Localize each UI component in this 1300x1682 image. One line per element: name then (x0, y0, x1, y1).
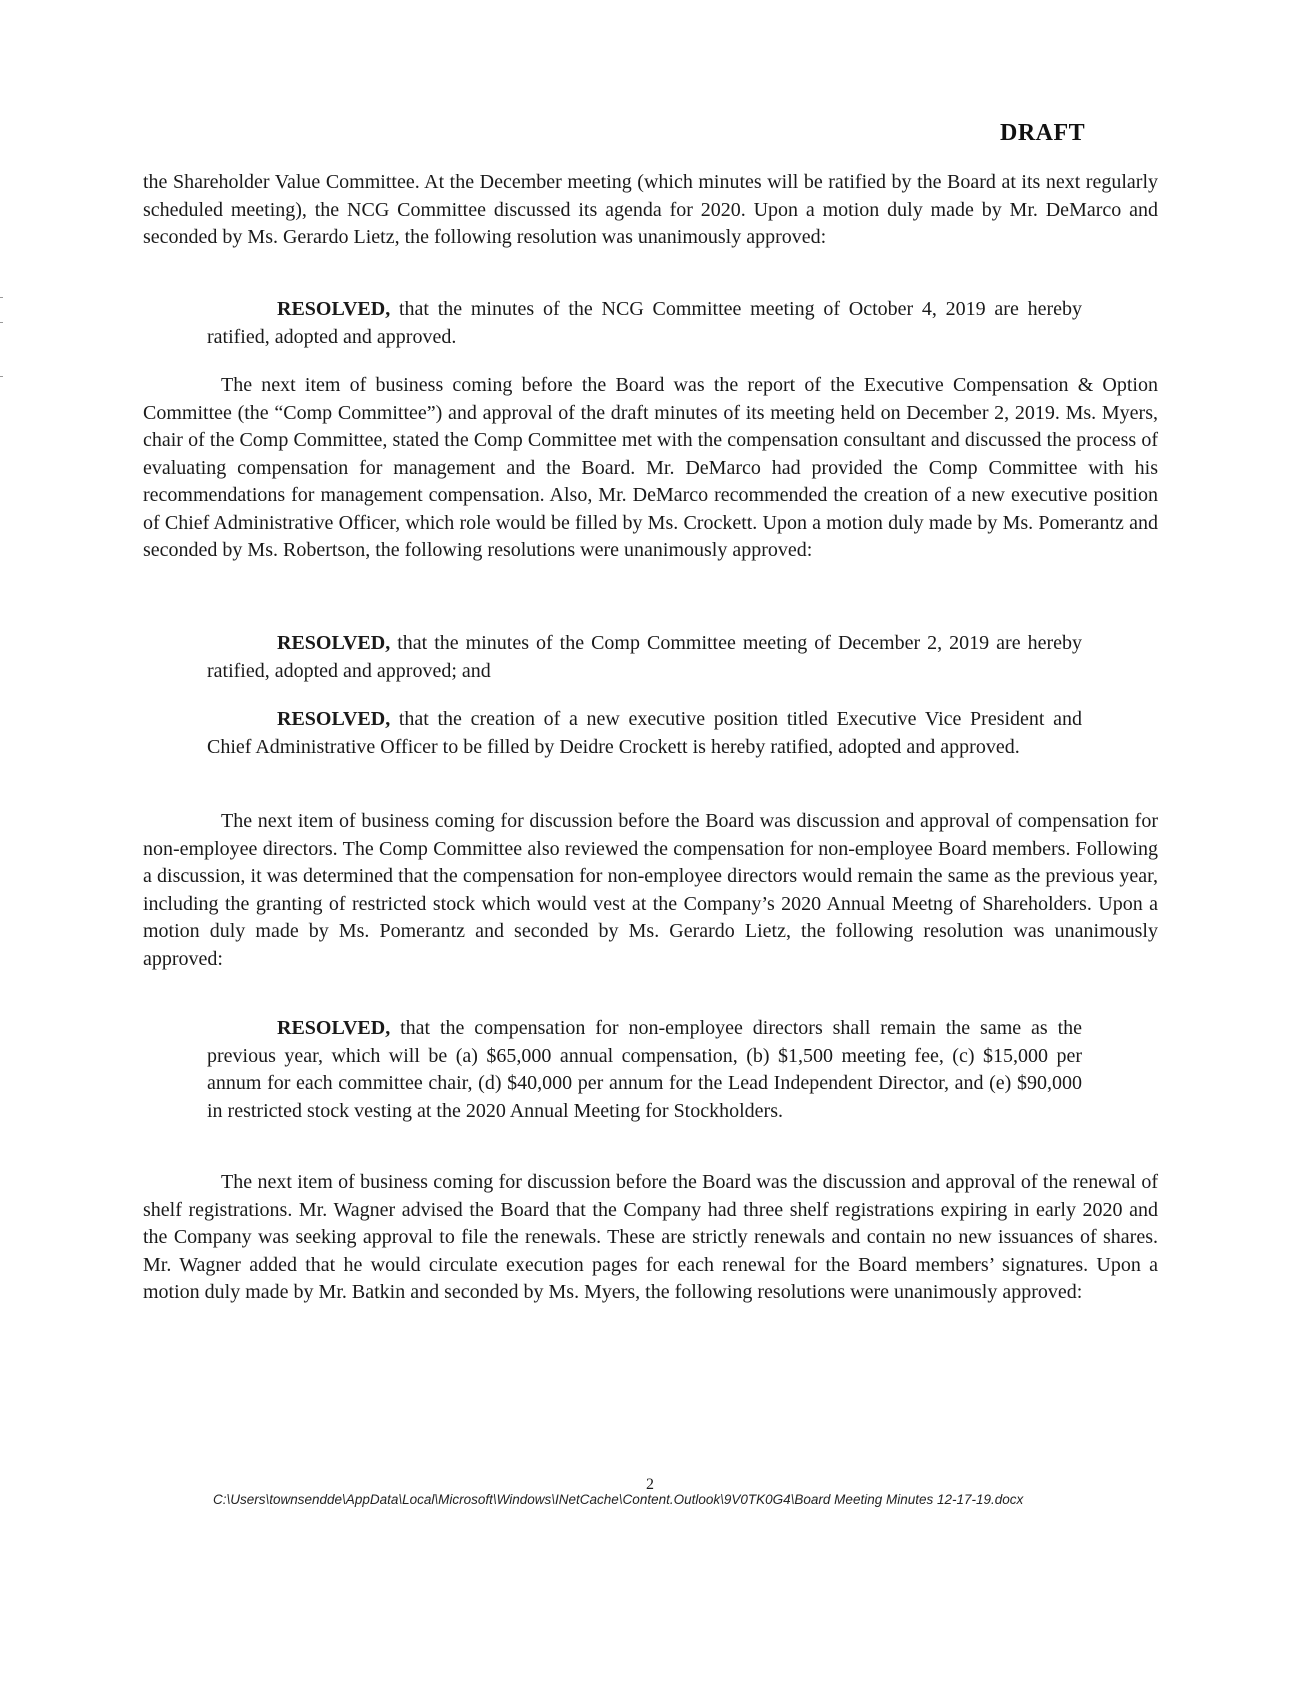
resolved-keyword: RESOLVED, (277, 708, 391, 730)
resolution-text: that the minutes of the Comp Committee meeting of December 2, 2019 are hereby ratified, adopted and approved; and (207, 632, 1082, 682)
resolution-ncg-minutes (207, 296, 1082, 351)
scan-edge-mark (0, 297, 3, 298)
resolved-keyword: RESOLVED, (277, 298, 391, 320)
paragraph-director-compensation (143, 808, 1158, 973)
draft-watermark: DRAFT (1000, 120, 1086, 146)
resolution-text: that the compensation for non-employee directors shall remain the same as the previous year, which will be (a) $65,000 annual compensation, (b) $1,500 meeting fee, (c) $15,000 per annum for each committee chair, (d) $40,000 per annum for the Lead Independent Director, and (e) $90,000 in restricted stock vesting at the 2020 Annual Meeting for Stockholders. (207, 1017, 1082, 1122)
resolution-cao-position (207, 706, 1082, 761)
resolved-keyword: RESOLVED, (277, 632, 391, 654)
paragraph-comp-committee (143, 372, 1158, 565)
paragraph-text: The next item of business coming for discussion before the Board was discussion and approval of compensation for non-employee directors. The Comp Committee also reviewed the compensation for non-employee Board members. Following a discussion, it was determined that the compensation for non-employee directors would remain the same as the previous year, including the granting of restricted stock which would vest at the Company’s 2020 Annual Meetng of Shareholders. Upon a motion duly made by Ms. Pomerantz and seconded by Ms. Gerardo Lietz, the following resolution was unanimously approved: (143, 810, 1158, 970)
paragraph-ncg-committee (143, 169, 1158, 252)
paragraph-shelf-registrations (143, 1169, 1158, 1307)
resolved-keyword: RESOLVED, (277, 1017, 391, 1039)
resolution-comp-minutes (207, 630, 1082, 685)
page-number: 2 (646, 1476, 654, 1493)
paragraph-text: The next item of business coming before the Board was the report of the Executive Compensation & Option Committee (the “Comp Committee”) and approval of the draft minutes of its meeting held on December 2, 2019. Ms. Myers, chair of the Comp Committee, stated the Comp Committee met with the compensation consultant and discussed the process of evaluating compensation for management and the Board. Mr. DeMarco had provided the Comp Committee with his recommendations for management compensation. Also, Mr. DeMarco recommended the creation of a new executive position of Chief Administrative Officer, which role would be filled by Ms. Crockett. Upon a motion duly made by Ms. Pomerantz and seconded by Ms. Robertson, the following resolutions were unanimously approved: (143, 374, 1158, 561)
resolution-director-compensation (207, 1015, 1082, 1125)
scan-edge-mark (0, 322, 3, 323)
resolution-text: that the minutes of the NCG Committee meeting of October 4, 2019 are hereby ratified, adopted and approved. (207, 298, 1082, 348)
file-path-footer: C:\Users\townsendde\AppData\Local\Microsoft\Windows\INetCache\Content.Outlook\9V0TK0G4\Board Meeting Minutes 12-17-19.docx (213, 1492, 1024, 1507)
paragraph-text: the Shareholder Value Committee. At the December meeting (which minutes will be ratified by the Board at its next regularly scheduled meeting), the NCG Committee discussed its agenda for 2020. Upon a motion duly made by Mr. DeMarco and seconded by Ms. Gerardo Lietz, the following resolution was unanimously approved: (143, 171, 1158, 248)
scan-edge-mark (0, 376, 3, 377)
paragraph-text: The next item of business coming for discussion before the Board was the discussion and approval of the renewal of shelf registrations. Mr. Wagner advised the Board that the Company had three shelf registrations expiring in early 2020 and the Company was seeking approval to file the renewals. These are strictly renewals and contain no new issuances of shares. Mr. Wagner added that he would circulate execution pages for each renewal for the Board members’ signatures. Upon a motion duly made by Mr. Batkin and seconded by Ms. Myers, the following resolutions were unanimously approved: (143, 1171, 1158, 1303)
resolution-text: that the creation of a new executive position titled Executive Vice President and Chief Administrative Officer to be filled by Deidre Crockett is hereby ratified, adopted and approved. (207, 708, 1082, 758)
